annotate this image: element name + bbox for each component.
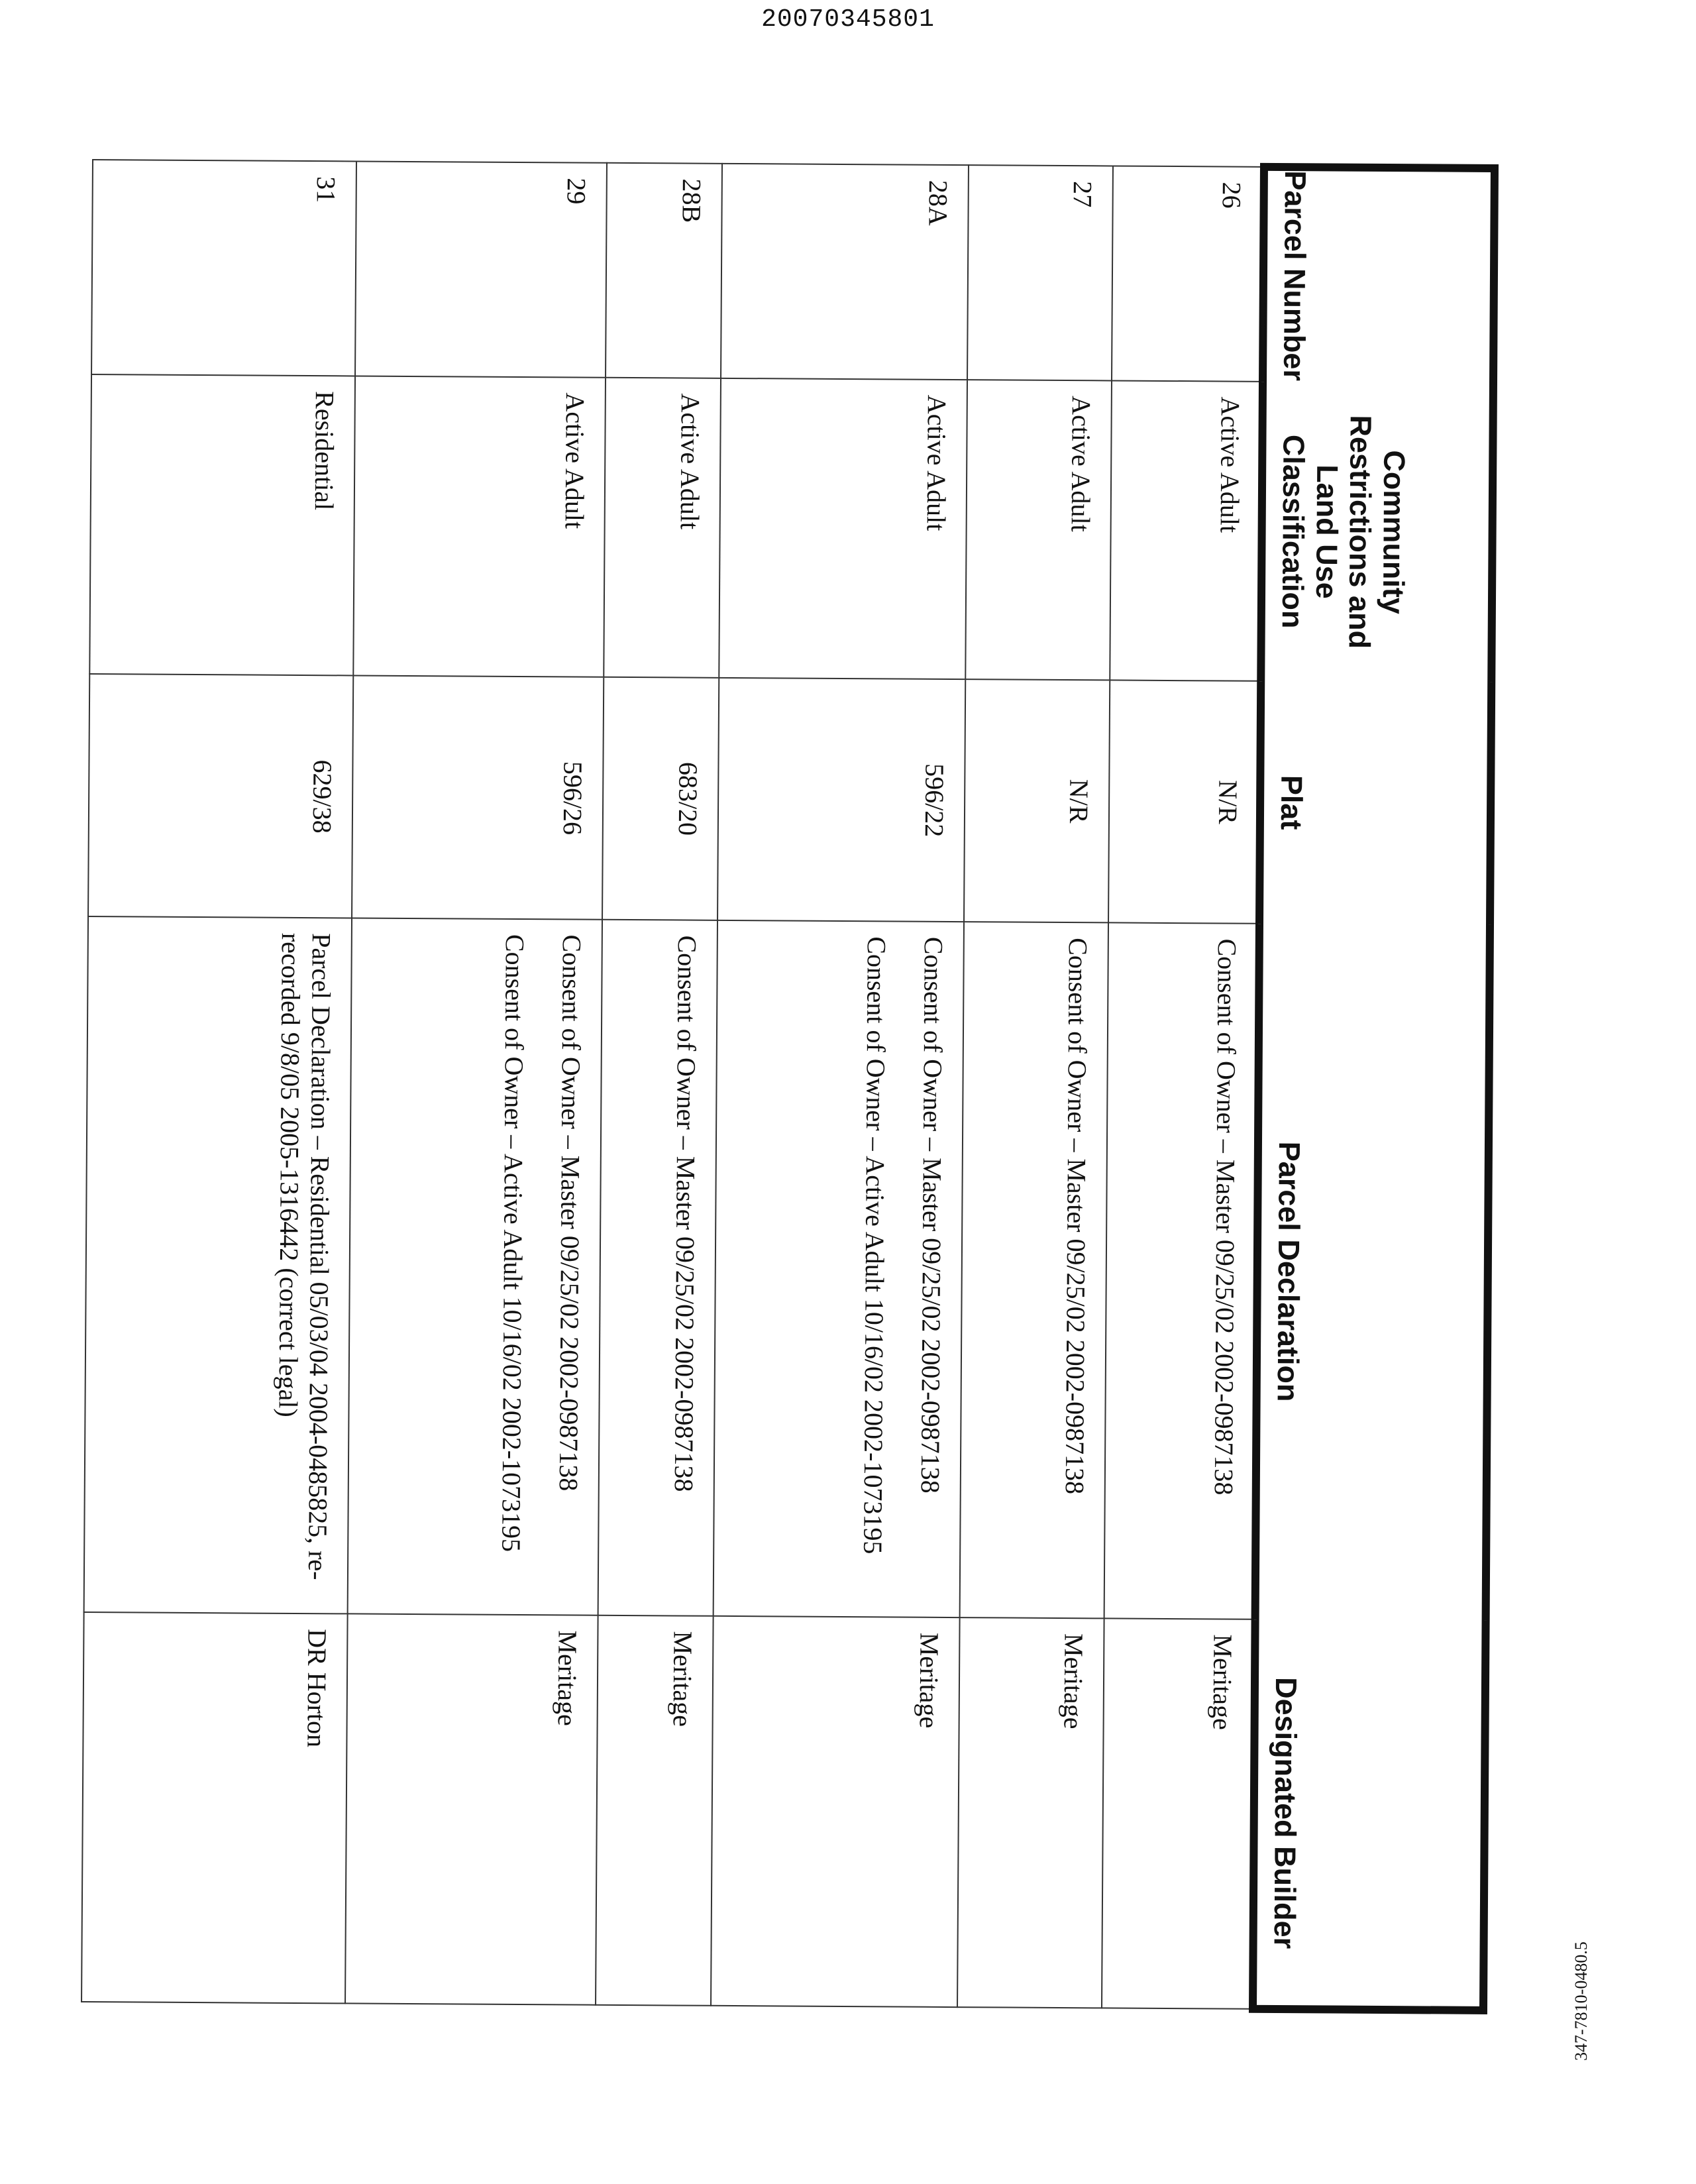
parcel-number-cell: 28B: [606, 163, 722, 378]
table-row: [711, 164, 969, 2007]
plat-cell: 596/22: [717, 678, 965, 922]
table-header-row: [1253, 167, 1495, 2010]
classification-cell: Active Adult: [604, 378, 721, 678]
builder-cell: Meritage: [345, 1613, 598, 2004]
plat-cell: 629/38: [88, 674, 353, 918]
parcel-records-table: [81, 157, 1497, 2013]
classification-cell: Active Adult: [353, 376, 606, 677]
parcel-number-cell: 27: [967, 165, 1113, 380]
parcel-number-cell: 31: [91, 160, 356, 376]
table-row: [1102, 166, 1264, 2008]
parcel-number-cell: 28A: [721, 164, 969, 380]
table-row: [345, 161, 607, 2004]
classification-cell: Active Adult: [965, 380, 1112, 680]
builder-cell: Meritage: [711, 1616, 960, 2007]
declaration-entry: Consent of Owner – Master 09/25/02 2002-0987138: [553, 934, 587, 1492]
declaration-entry: Consent of Owner – Active Adult 10/16/02 2002-1073195: [496, 934, 530, 1553]
header-classification: Community Restrictions and Land Use Classification: [1261, 382, 1493, 682]
plat-cell: N/R: [1108, 680, 1261, 923]
declaration-entry: Consent of Owner – Master 09/25/02 2002-0987138: [1208, 938, 1242, 1496]
declaration-cell: [960, 922, 1108, 1618]
declaration-cell: [84, 916, 352, 1613]
declaration-entry: Consent of Owner – Master 09/25/02 2002-0987138: [1059, 938, 1093, 1495]
rotated-table-container: [101, 157, 1497, 2008]
parcel-number-cell: 26: [1112, 166, 1264, 381]
classification-cell: Active Adult: [1110, 380, 1263, 681]
header-declaration: Parcel Declaration: [1255, 924, 1490, 1621]
declaration-entry: Consent of Owner – Active Adult 10/16/02 2002-1073195: [858, 936, 892, 1555]
header-plat: Plat: [1259, 681, 1491, 925]
table-row: [81, 160, 356, 2003]
parcel-number-cell: 29: [355, 161, 607, 377]
builder-cell: Meritage: [957, 1617, 1104, 2008]
declaration-entry: Parcel Declaration – Residential 05/03/04 2004-0485825, re-recorded 9/8/05 2005-1316442 (correct legal): [273, 932, 337, 1580]
header-parcel-number: Parcel Number: [1263, 167, 1495, 383]
declaration-entry: Consent of Owner – Master 09/25/02 2002-0987138: [915, 936, 949, 1494]
declaration-cell: [598, 920, 717, 1616]
header-builder: Designated Builder: [1253, 1619, 1486, 2010]
document-number: 20070345801: [761, 5, 935, 34]
builder-cell: DR Horton: [81, 1612, 348, 2003]
declaration-entry: Consent of Owner – Master 09/25/02 2002-0987138: [668, 935, 702, 1492]
declaration-cell: [348, 918, 602, 1615]
declaration-cell: [1104, 922, 1259, 1619]
side-reference-stamp: 347-7810-0480.5: [1571, 1941, 1591, 2061]
classification-cell: Residential: [89, 374, 355, 675]
classification-cell: Active Adult: [719, 378, 967, 679]
builder-cell: Meritage: [596, 1615, 714, 2006]
plat-cell: 683/20: [602, 677, 719, 920]
builder-cell: Meritage: [1102, 1618, 1255, 2008]
declaration-cell: [714, 920, 964, 1617]
table-row: [596, 163, 722, 2006]
plat-cell: 596/26: [352, 675, 604, 919]
plat-cell: N/R: [964, 679, 1110, 922]
table-row: [957, 165, 1113, 2008]
